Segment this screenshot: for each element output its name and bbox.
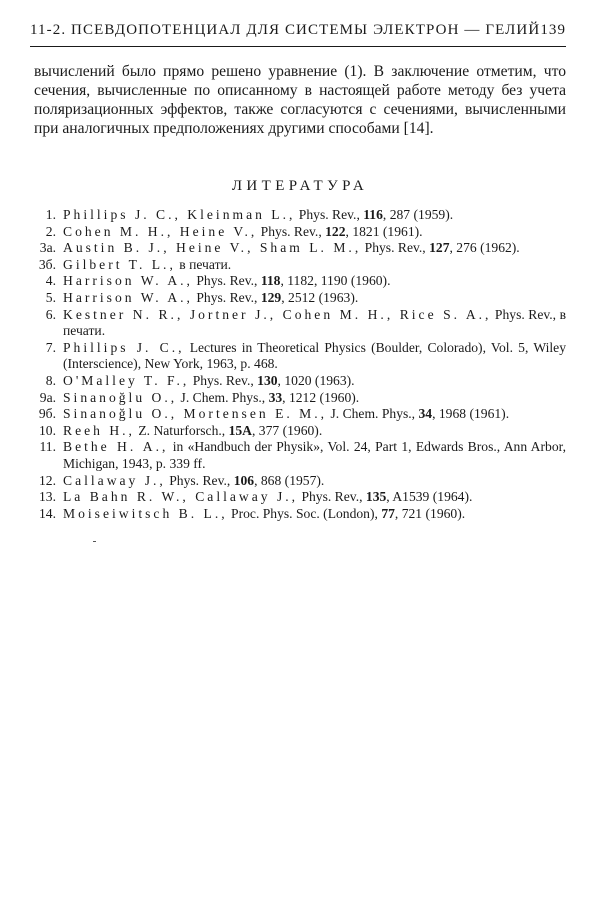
running-header xyxy=(30,22,566,39)
reference-authors: O'Malley T. F., xyxy=(63,372,190,388)
reference-number: 3б. xyxy=(38,256,56,272)
reference-item xyxy=(30,290,566,307)
reference-volume: 34 xyxy=(418,406,433,422)
reference-number: 14. xyxy=(39,505,56,521)
reference-source: в печати. xyxy=(175,256,232,272)
reference-volume: 122 xyxy=(325,223,346,239)
reference-source: Phys. Rev., xyxy=(192,273,261,289)
reference-pages-year: , 868 (1957). xyxy=(254,472,325,488)
reference-pages-year: , 377 (1960). xyxy=(252,422,323,438)
reference-source: Phys. Rev., xyxy=(257,223,326,239)
reference-item xyxy=(30,273,566,290)
reference-volume: 116 xyxy=(363,207,383,222)
reference-number: 8. xyxy=(45,372,56,388)
reference-authors: Austin B. J., Heine V., Sham L. M., xyxy=(63,240,362,256)
reference-source: Phys. Rev., xyxy=(192,289,261,305)
reference-pages-year: , 1182, 1190 (1960). xyxy=(280,273,391,289)
reference-source: Phys. Rev., xyxy=(165,472,234,488)
reference-item xyxy=(30,439,566,472)
reference-source: Phys. Rev., xyxy=(298,489,366,505)
reference-authors: Gilbert T. L., xyxy=(63,256,176,272)
reference-item xyxy=(30,423,566,440)
reference-authors: Callaway J., xyxy=(63,472,166,488)
reference-volume: 33 xyxy=(268,389,283,405)
reference-number: 4. xyxy=(45,273,56,289)
reference-pages-year: , 287 (1959). xyxy=(382,207,454,222)
reference-authors: Harrison W. A., xyxy=(63,289,193,305)
reference-source: Phys. Rev., в печати. xyxy=(63,306,566,339)
reference-pages-year: , 1212 (1960). xyxy=(282,389,360,405)
reference-pages-year: , A1539 (1964). xyxy=(386,489,473,505)
reference-source: Proc. Phys. Soc. (London), xyxy=(227,505,382,521)
reference-volume: 118 xyxy=(260,273,281,289)
reference-number: 6. xyxy=(45,306,56,322)
reference-number: 9а. xyxy=(39,389,56,405)
reference-volume: 135 xyxy=(365,489,387,505)
section-heading: ЛИТЕРАТУРА xyxy=(231,178,369,194)
reference-authors: Bethe H. A., xyxy=(63,439,169,455)
reference-source: J. Chem. Phys., xyxy=(327,406,419,422)
reference-list xyxy=(30,207,566,522)
page-number: 139 xyxy=(540,22,567,38)
reference-volume: 15A xyxy=(228,422,252,438)
reference-number: 2. xyxy=(45,223,56,239)
running-header-title: 11-2. ПСЕВДОПОТЕНЦИАЛ ДЛЯ СИСТЕМЫ ЭЛЕКТРОН — ГЕЛИЙ xyxy=(30,22,541,38)
reference-authors: Sinanoğlu O., xyxy=(63,389,178,405)
reference-number: 9б. xyxy=(38,406,56,422)
reference-authors: Reeh H., xyxy=(63,422,135,438)
reference-item xyxy=(30,307,566,340)
reference-item xyxy=(30,240,566,257)
reference-authors: Sinanoğlu O., Mortensen E. M., xyxy=(63,406,328,422)
reference-number: 5. xyxy=(45,289,56,305)
reference-pages-year: , 1821 (1961). xyxy=(345,223,423,239)
reference-item xyxy=(30,224,566,241)
reference-source: Phys. Rev., xyxy=(295,207,364,222)
reference-pages-year: , 1020 (1963). xyxy=(277,372,355,388)
reference-pages-year: , 276 (1962). xyxy=(449,240,520,256)
reference-source: in «Handbuch der Physik», Vol. 24, Part 1, Edwards Bros., Ann Arbor, Michigan, 1943, p. 339 ff. xyxy=(63,439,566,471)
reference-volume: 129 xyxy=(260,289,282,305)
reference-item xyxy=(30,340,566,373)
reference-number: 1. xyxy=(45,207,56,222)
reference-volume: 130 xyxy=(257,372,278,388)
reference-authors: Moiseiwitsch B. L., xyxy=(63,505,228,521)
reference-authors: Phillips J. C., xyxy=(63,339,185,355)
reference-volume: 127 xyxy=(429,240,450,256)
reference-number: 13. xyxy=(39,489,56,505)
reference-item xyxy=(30,406,566,423)
reference-number: 3а. xyxy=(39,240,56,256)
reference-item xyxy=(30,506,566,523)
reference-source: J. Chem. Phys., xyxy=(177,389,269,405)
reference-authors: Cohen M. H., Heine V., xyxy=(63,223,258,239)
reference-item xyxy=(30,390,566,407)
reference-item xyxy=(30,373,566,390)
reference-pages-year: , 1968 (1961). xyxy=(432,406,510,422)
reference-source: Phys. Rev., xyxy=(361,240,430,256)
reference-volume: 106 xyxy=(233,472,255,488)
reference-authors: Phillips J. C., Kleinman L., xyxy=(63,207,296,222)
reference-pages-year: , 721 (1960). xyxy=(394,505,466,521)
reference-number: 11. xyxy=(39,439,56,455)
reference-authors: Kestner N. R., Jortner J., Cohen M. H., Rice S. A., xyxy=(63,306,492,322)
body-paragraph: вычислений было прямо решено уравнение (1). В заключение отметим, что сечения, вычисленные по описанному в настоящей работе методу без учета поляризационных эффектов, также согласуются с сечениями, вычисленными при аналогичных предположениях другими способами [14]. xyxy=(34,63,566,137)
reference-source: Lectures in Theoretical Physics (Boulder, Colorado), Vol. 5, Wiley (Interscience), New York, 1963, p. 468. xyxy=(63,339,566,372)
reference-volume: 77 xyxy=(381,505,395,521)
reference-pages-year: , 2512 (1963). xyxy=(281,289,359,305)
reference-number: 7. xyxy=(45,339,56,355)
print-speck xyxy=(93,541,96,542)
reference-source: Z. Naturforsch., xyxy=(134,422,229,438)
reference-authors: Harrison W. A., xyxy=(63,273,193,289)
reference-item xyxy=(30,489,566,506)
reference-item xyxy=(30,473,566,490)
reference-number: 10. xyxy=(39,422,56,438)
reference-item xyxy=(30,257,566,274)
reference-item xyxy=(30,207,566,224)
reference-number: 12. xyxy=(39,472,56,488)
reference-authors: La Bahn R. W., Callaway J., xyxy=(63,489,299,505)
reference-source: Phys. Rev., xyxy=(189,372,258,388)
header-rule xyxy=(30,46,566,47)
